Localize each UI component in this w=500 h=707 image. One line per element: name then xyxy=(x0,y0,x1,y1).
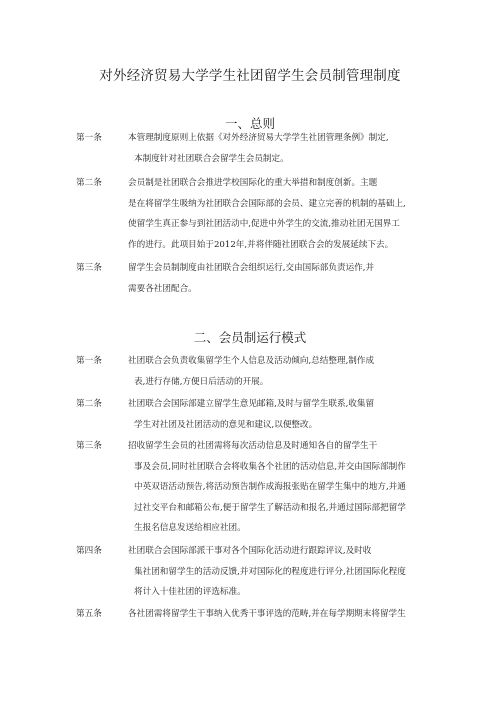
article-line: 社团联合会负责收集留学生个人信息及活动倾向,总结整理,制作成 xyxy=(128,356,375,366)
article-1-1 xyxy=(76,128,446,169)
article-line: 表,进行存储,方便日后活动的开展。 xyxy=(134,376,269,387)
article-number: 第三条 xyxy=(76,441,102,451)
article-line: 过社交平台和邮箱公布,便于留学生了解活动和报名,并通过国际部把留学 xyxy=(134,502,406,513)
article-number: 第一条 xyxy=(76,356,102,366)
article-2-3 xyxy=(76,436,446,539)
article-2-2 xyxy=(76,394,446,435)
section-heading-general: 一、总则 xyxy=(224,116,275,131)
article-line: 事及会员,同时社团联合会将收集各个社团的活动信息,并交由国际部制作 xyxy=(134,461,406,472)
article-2-5 xyxy=(76,604,446,625)
section-heading-operation-mode: 二、会员制运行模式 xyxy=(193,330,307,345)
article-line: 生报名信息发送给相应社团。 xyxy=(134,523,246,533)
article-line: 社团联合会国际部派干事对各个国际化活动进行跟踪评议,及时收 xyxy=(128,546,372,556)
article-line: 留学生会员制制度由社团联合会组织运行,交由国际部负责运作,并 xyxy=(128,263,375,273)
article-line: 社团联合会国际部建立留学生意见邮箱,及时与留学生联系,收集留 xyxy=(128,399,375,409)
article-number: 第一条 xyxy=(76,133,102,143)
article-body xyxy=(128,604,446,625)
article-line: 学生对社团及社团活动的意见和建议,以便整改。 xyxy=(134,419,318,430)
article-line: 作的进行。此项目始于2012年,并将伴随社团联合会的发展延续下去。 xyxy=(128,239,394,250)
article-number: 第五条 xyxy=(76,609,102,619)
article-body xyxy=(128,436,446,539)
article-line: 集社团和留学生的活动反馈,并对国际化的程度进行评分,社团国际化程度 xyxy=(134,566,406,577)
article-1-2 xyxy=(76,173,446,255)
article-body xyxy=(128,351,446,392)
article-number: 第二条 xyxy=(76,178,102,188)
article-body xyxy=(128,173,446,255)
article-line: 需要各社团配合。 xyxy=(128,283,197,294)
article-line: 将计入十佳社团的评选标准。 xyxy=(134,587,246,597)
article-number: 第二条 xyxy=(76,399,102,409)
article-line: 各社团需将留学生干事纳入优秀干事评选的范畴,并在每学期期末将留学生 xyxy=(128,609,406,619)
article-number: 第四条 xyxy=(76,546,102,556)
article-line: 会员制是社团联合会推进学校国际化的重大举措和制度创新。主题 xyxy=(128,178,378,188)
article-line: 中英双语活动预告,将活动预告制作成海报张贴在留学生集中的地方,并通 xyxy=(134,482,406,492)
article-line: 使留学生真正参与到社团活动中,促进中外学生的交流,推动社团无国界工 xyxy=(128,219,400,229)
article-2-4 xyxy=(76,541,446,603)
article-line: 本制度针对社团联合会留学生会员制定。 xyxy=(134,153,289,164)
article-body xyxy=(128,394,446,435)
article-1-3 xyxy=(76,258,446,299)
article-number: 第三条 xyxy=(76,263,102,273)
article-body xyxy=(128,128,446,169)
document-title: 对外经济贸易大学学生社团留学生会员制管理制度 xyxy=(99,68,401,84)
article-body xyxy=(128,541,446,603)
article-line: 本管理制度原则上依据《对外经济贸易大学学生社团管理条例》制定, xyxy=(128,133,389,143)
article-line: 招收留学生会员的社团需将每次活动信息及时通知各自的留学生干 xyxy=(128,441,378,451)
article-2-1 xyxy=(76,351,446,392)
article-line: 是在将留学生吸纳为社团联合会国际部的会员、建立完善的机制的基础上, xyxy=(128,198,406,209)
article-body xyxy=(128,258,446,299)
